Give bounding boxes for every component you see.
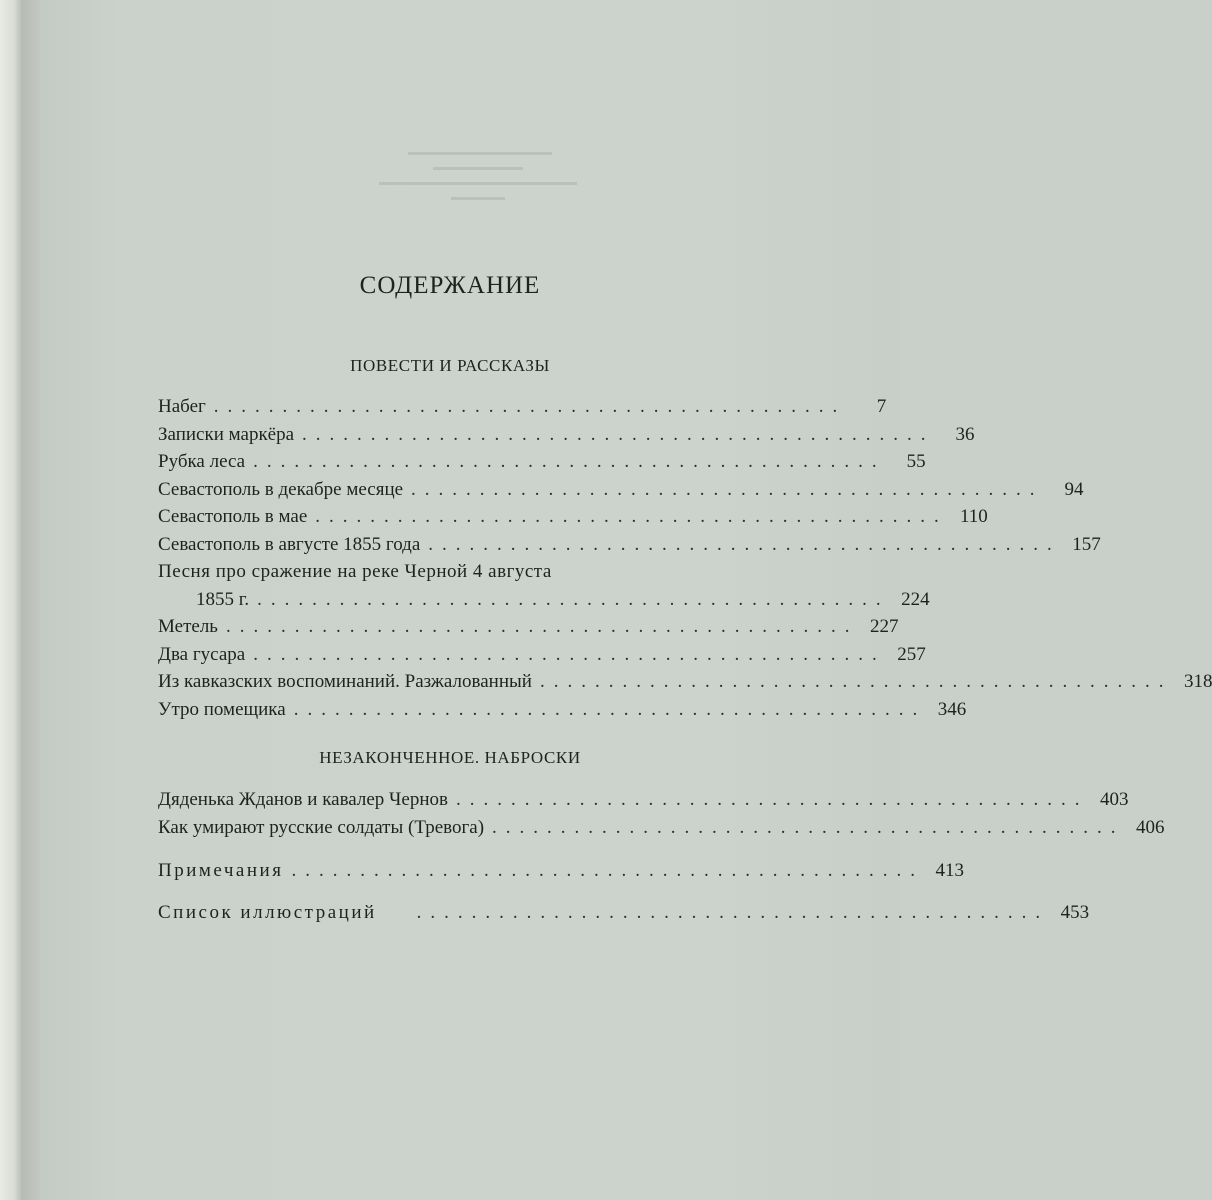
toc-entry-page: 346: [937, 698, 967, 720]
toc-entry-page: 157: [1072, 533, 1101, 555]
leader-dots: ..............................................: [293, 698, 927, 720]
leader-dots: ..............................................: [253, 451, 886, 472]
toc-entry-title: Севастополь в мае: [158, 506, 308, 527]
toc-entry-title: Рубка леса: [158, 451, 246, 472]
toc-entry[interactable]: [158, 393, 887, 421]
toc-entry[interactable]: [158, 668, 1212, 696]
toc-entry-title: Севастополь в августе 1855 года: [158, 533, 421, 555]
toc-entry-page: 55: [906, 451, 926, 472]
toc-entry[interactable]: [158, 448, 926, 476]
toc-entry[interactable]: [158, 814, 1165, 842]
toc-entry-page: 94: [1064, 478, 1084, 500]
toc-entry-page: 110: [959, 506, 988, 527]
toc-entry-page: 7: [876, 396, 887, 417]
leader-dots: ..............................................: [257, 588, 890, 610]
toc-entry-title: Севастополь в декабре месяце: [158, 478, 404, 500]
leader-dots: ..............................................: [455, 789, 1089, 810]
toc-entry-title: Метель: [158, 616, 218, 637]
toc-entry-page: 257: [897, 643, 926, 665]
toc-entry-title: Примечания: [158, 860, 284, 881]
toc-entry-title: Записки маркёра: [158, 423, 295, 445]
toc-list-appendix: [158, 857, 1090, 926]
toc-entry[interactable]: [158, 641, 926, 669]
toc-entry[interactable]: [158, 476, 1084, 504]
leader-dots: ..............................................: [416, 901, 1050, 923]
page-gutter-edge: [0, 0, 40, 1200]
toc-entry-page: 36: [955, 423, 975, 445]
toc-entry[interactable]: [158, 786, 1129, 814]
toc-entry-page: 403: [1099, 789, 1129, 810]
toc-entry[interactable]: [158, 531, 1101, 559]
toc-entry-illustrations[interactable]: [158, 899, 1090, 927]
leader-dots: ..............................................: [302, 423, 935, 445]
leader-dots: ..............................................: [315, 506, 948, 527]
toc-entry[interactable]: [158, 696, 967, 724]
toc-entry-page: 318: [1183, 671, 1212, 692]
toc-entry-title-continued: 1855 г.: [196, 588, 250, 610]
toc-entry-title: Дяденька Жданов и кавалер Чернов: [158, 789, 448, 810]
toc-entry-title: Песня про сражение на реке Черной 4 августа: [158, 561, 552, 582]
toc-entry-title: Из кавказских воспоминаний. Разжалованный: [158, 671, 532, 692]
toc-list-stories: [158, 393, 1212, 723]
page-title: СОДЕРЖАНИЕ: [359, 272, 541, 299]
toc-entry-notes[interactable]: [158, 857, 964, 885]
leader-dots: ..............................................: [253, 643, 886, 665]
leader-dots: ..............................................: [225, 616, 859, 637]
toc-entry-page: 227: [869, 616, 899, 637]
toc-entry-title: Утро помещика: [158, 698, 286, 720]
toc-entry-page: 453: [1060, 901, 1090, 923]
section-heading-stories: ПОВЕСТИ И РАССКАЗЫ: [350, 356, 550, 375]
section-heading-unfinished: НЕЗАКОНЧЕННОЕ. НАБРОСКИ: [319, 748, 581, 767]
toc-entry[interactable]: [158, 613, 899, 641]
toc-entry-page: 406: [1136, 816, 1165, 838]
leader-dots: ..............................................: [411, 478, 1044, 500]
toc-entry[interactable]: [158, 503, 988, 531]
toc-entry-title: Список иллюстраций: [158, 901, 377, 923]
toc-entry-title: Как умирают русские солдаты (Тревога): [158, 816, 485, 838]
leader-dots: ..............................................: [213, 396, 847, 417]
toc-entry-continuation[interactable]: [158, 586, 930, 614]
toc-entry-page: 413: [935, 860, 964, 881]
leader-dots: ..............................................: [492, 816, 1125, 838]
toc-entry[interactable]: [158, 421, 975, 449]
toc-entry-multiline[interactable]: [158, 558, 728, 586]
leader-dots: ..............................................: [291, 860, 924, 881]
toc-entry-title: Набег: [158, 396, 206, 417]
leader-dots: ..............................................: [539, 671, 1173, 692]
toc-entry-title: Два гусара: [158, 643, 246, 665]
leader-dots: ..............................................: [428, 533, 1061, 555]
toc-entry-page: 224: [901, 588, 930, 610]
toc-list-unfinished: [158, 786, 1165, 841]
